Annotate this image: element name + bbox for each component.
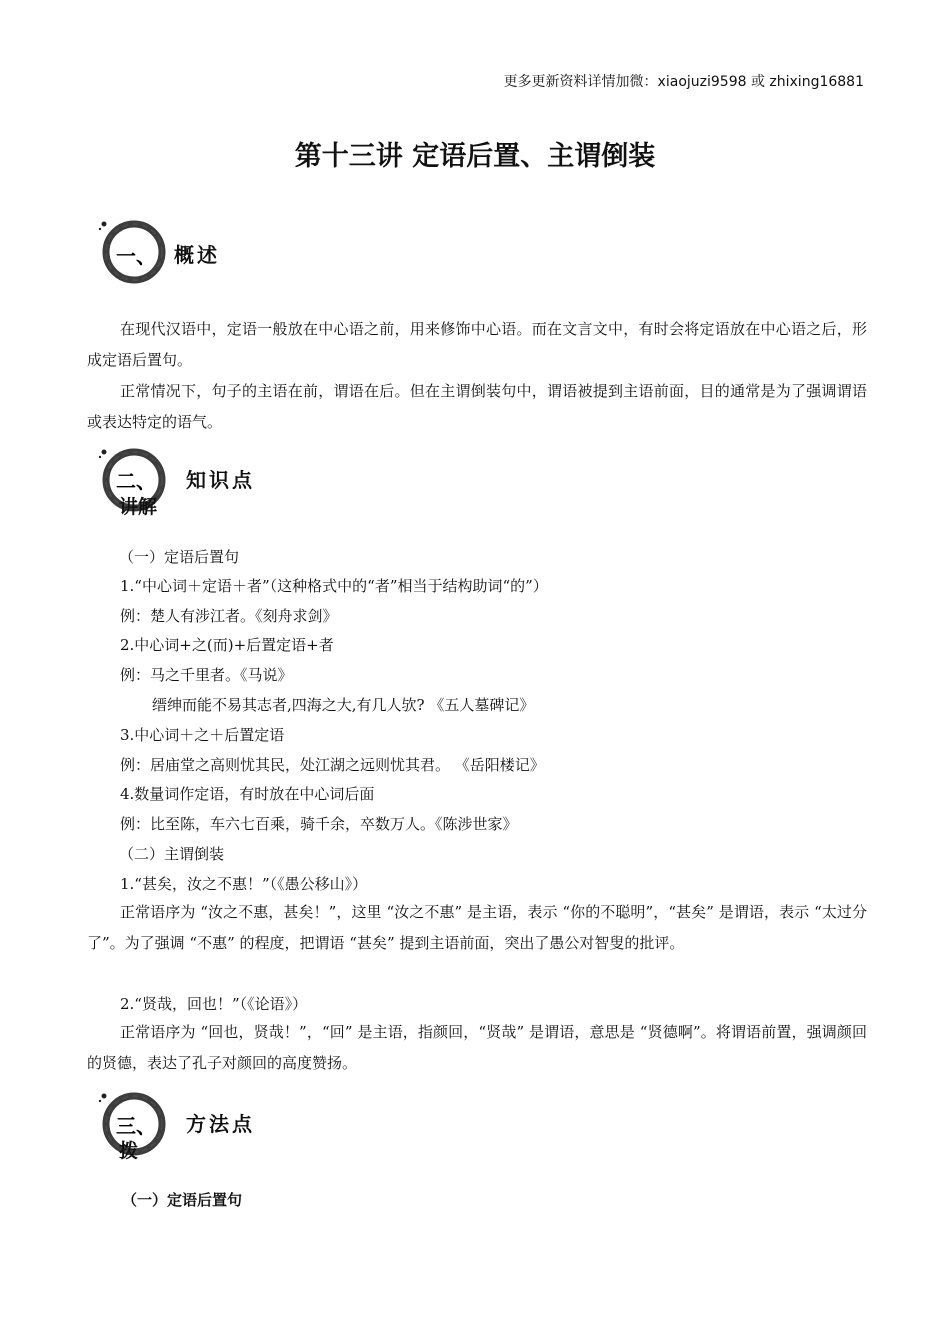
- section-number: 二、: [116, 469, 156, 493]
- section-title: 方法点: [186, 1112, 255, 1136]
- example-line: 缙绅而能不易其志者,四海之大,有几人欤? 《五人墓碑记》: [152, 696, 535, 714]
- overview-paragraph: 正常情况下，句子的主语在前，谓语在后。但在主谓倒装句中，谓语被提到主语前面，目的通常是为了强调谓语或表达特定的语气。: [87, 382, 867, 431]
- text-line: 2.中心词+之(而)+后置定语+者: [120, 636, 334, 654]
- example-line: 例：比至陈，车六七百乘，骑千余，卒数万人。《陈涉世家》: [120, 815, 518, 833]
- text-line: 1.“中心词＋定语＋者”（这种格式中的“者”相当于结构助词“的”）: [120, 577, 548, 595]
- subheading: （二）主谓倒装: [119, 845, 225, 863]
- text-line: 4.数量词作定语，有时放在中心词后面: [120, 785, 375, 803]
- page-title: 第十三讲 定语后置、主谓倒装: [294, 141, 656, 172]
- overview-paragraph: 在现代汉语中，定语一般放在中心语之前，用来修饰中心语。而在文言文中，有时会将定语放在中心语之后，形成定语后置句。: [87, 320, 867, 369]
- section-title: 概述: [174, 243, 220, 267]
- example-line: 例：马之千里者。《马说》: [120, 666, 293, 684]
- section-number: 三、: [116, 1114, 156, 1138]
- example-line: 例：楚人有涉江者。《刻舟求剑》: [120, 607, 338, 625]
- explanation-paragraph: 正常语序为 “汝之不惠，甚矣！”，这里 “汝之不惠” 是主语，表示 “你的不聪明”，“甚矣” 是谓语，表示 “太过分了”。为了强调 “不惠” 的程度，把谓语 “甚矣” 提到主语前面，突出了愚公对智叟的批评。: [87, 903, 867, 952]
- section-title-tail: 讲解: [119, 496, 158, 518]
- section-number: 一、: [116, 244, 156, 268]
- explanation-paragraph: 正常语序为 “回也，贤哉！”，“回” 是主语，指颜回，“贤哉” 是谓语，意思是 “贤德啊”。将谓语前置，强调颜回的贤德，表达了孔子对颜回的高度赞扬。: [87, 1023, 867, 1072]
- text-line: 1.“甚矣，汝之不惠！”（《愚公移山》）: [120, 875, 368, 893]
- text-line: 2.“贤哉，回也！”（《论语》）: [120, 995, 308, 1013]
- subheading: （一）定语后置句: [122, 1191, 243, 1209]
- text-line: 3.中心词＋之＋后置定语: [120, 726, 285, 744]
- example-line: 例：居庙堂之高则忧其民，处江湖之远则忧其君。 《岳阳楼记》: [120, 756, 545, 774]
- subheading: （一）定语后置句: [119, 548, 240, 566]
- header-note: 更多更新资料详情加微：xiaojuzi9598 或 zhixing16881: [503, 74, 864, 90]
- section-title: 知识点: [186, 468, 255, 492]
- section-title-tail: 拨: [119, 1140, 139, 1162]
